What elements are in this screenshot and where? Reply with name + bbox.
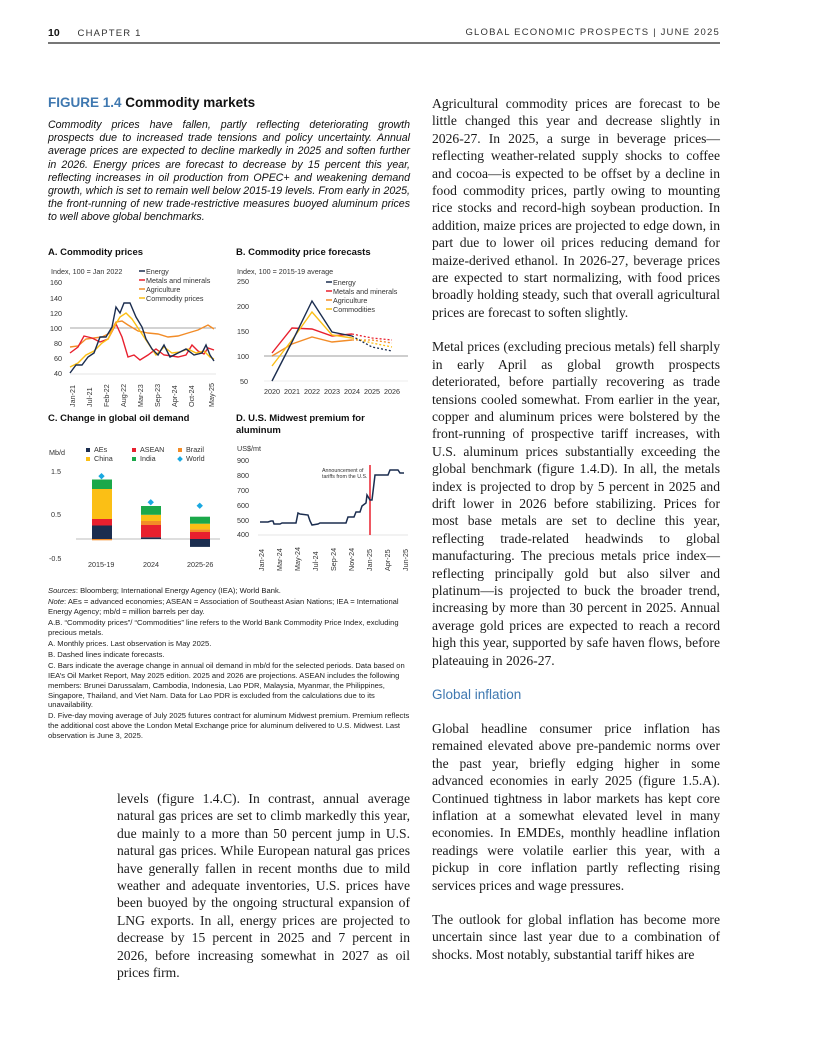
right-column	[432, 95, 720, 980]
panel-b-legend	[326, 278, 398, 314]
svg-text:Mar-23: Mar-23	[136, 384, 145, 407]
panel-c-xticks	[88, 560, 213, 569]
panel-b-ylabel: Index, 100 = 2015-19 average	[237, 267, 334, 276]
svg-text:400: 400	[237, 530, 249, 539]
panel-b-price-forecasts	[236, 247, 416, 397]
svg-text:Nov-24: Nov-24	[347, 547, 356, 571]
svg-text:2024: 2024	[344, 387, 360, 396]
panel-d-annotation: Announcement of	[322, 468, 364, 474]
panel-d-xticks	[257, 547, 410, 571]
svg-text:2025: 2025	[364, 387, 380, 396]
panel-c-oil-demand	[48, 413, 228, 573]
svg-text:250: 250	[237, 277, 249, 286]
note-b: B. Dashed lines indicate forecasts.	[48, 650, 165, 660]
panel-a-xticks	[68, 383, 216, 407]
svg-text:Mar-24: Mar-24	[275, 548, 284, 571]
paragraph-outlook: The outlook for global inflation has become more uncertain since last year due to a combination of shocks. Most notably, substantial tariff hikes are	[432, 912, 720, 962]
svg-text:150: 150	[237, 327, 249, 336]
figure-notes	[48, 586, 413, 742]
svg-text:May-24: May-24	[293, 547, 302, 571]
note-c: C. Bars indicate the average change in annual oil demand in mb/d for the selected periods. Data based on IEA’s Oil Market Report, May 2025 edition. 2025 and 2026 are projections. ASEAN includes the following members: Brunei Darussalam, Cambodia, Indonesia, Lao PDR, Malaysia, Myanmar, the Philippines, Singapore, Thailand, and Viet Nam. Data for Lao PDR is excluded from the calculations due to its unavailability.	[48, 661, 405, 710]
panel-b-yticks	[237, 277, 249, 386]
svg-text:Jun-25: Jun-25	[401, 549, 410, 571]
panel-d-yticks	[237, 456, 249, 539]
panel-c-ylabel: Mb/d	[49, 448, 65, 457]
svg-text:900: 900	[237, 456, 249, 465]
panel-d-chart	[236, 443, 416, 578]
panel-d-aluminum-premium	[236, 413, 416, 578]
svg-text:Apr-24: Apr-24	[170, 385, 179, 407]
svg-text:40: 40	[54, 369, 62, 378]
note-definitions: Note: AEs = advanced economies; ASEAN = Association of Southeast Asian Nations; IEA = International Energy Agency; mb/d = million barrels per day.	[48, 597, 399, 616]
paragraph-metals: Metal prices (excluding precious metals) fell sharply in early April as global growth prospects deteriorated, before partially recovering as trade tensions cooled somewhat. From earlier in the year, copper and aluminum prices were bolstered by the front-running of prospective tariff increases, with U.S. aluminum prices substantially exceeding the global benchmark (figure 1.4.D). In all, the metals index is projected to drop by 5 percent in 2025 and drift lower in 2026 before stabilizing. Prices for most base metals are set to decline this year, reflecting trade-related headwinds to global manufacturing. The precious metals price index—reflecting principally gold but also silver and platinum—is projected to buck the broader trend, increasing by more than 30 percent in 2025. Annual average gold prices are expected to reach a record high this year, supported by safe haven flows, before plateauing in 2026-27.	[432, 339, 720, 668]
svg-text:100: 100	[237, 352, 249, 361]
svg-text:2025-26: 2025-26	[187, 560, 214, 569]
svg-text:Jan-25: Jan-25	[365, 549, 374, 571]
svg-text:Sep-24: Sep-24	[329, 547, 338, 571]
svg-text:120: 120	[50, 309, 62, 318]
svg-text:60: 60	[54, 354, 62, 363]
section-heading-global-inflation: Global inflation	[432, 687, 522, 702]
svg-text:Aug-22: Aug-22	[119, 383, 128, 407]
svg-text:Jul-24: Jul-24	[311, 551, 320, 571]
svg-text:2023: 2023	[324, 387, 340, 396]
chapter-label: CHAPTER 1	[77, 28, 142, 39]
svg-text:Feb-22: Feb-22	[102, 384, 111, 407]
svg-text:2020: 2020	[264, 387, 280, 396]
svg-text:200: 200	[237, 302, 249, 311]
svg-text:Metals and minerals: Metals and minerals	[146, 276, 211, 285]
panel-a-ylabel: Index, 100 = Jan 2022	[51, 267, 123, 276]
svg-text:Jan-21: Jan-21	[68, 385, 77, 407]
panel-c-legend	[86, 445, 205, 463]
panel-a-commodity-prices	[48, 247, 228, 407]
svg-text:Agriculture: Agriculture	[146, 285, 181, 294]
svg-text:Commodity prices: Commodity prices	[146, 294, 204, 303]
svg-text:2026: 2026	[384, 387, 400, 396]
panel-c-title: C. Change in global oil demand	[48, 413, 190, 424]
left-column-text: levels (figure 1.4.C). In contrast, annual average natural gas prices are set to climb markedly this year, due mainly to a more than 50 percent jump in U.S. natural gas prices. While European natural gas prices have generally fallen in recent months due to mild weather and adequate inventories, U.S. prices have been buoyed by the ongoing structural expansion of LNG exports. In all, energy prices are projected to decrease by 15 percent in 2025 and 7 percent in 2026, before increasing somewhat in 2027 as oil prices firm.	[117, 791, 410, 981]
paragraph-inflation: Global headline consumer price inflation has remained elevated above pre-pandemic norms over the past year, briefly edging higher in some advanced economies in early 2025 (figure 1.5.A). Continued tightness in labor markets has kept core inflation at a somewhat elevated level in many economies. In EMDEs, monthly headline inflation readings were volatile earlier this year, with a pickup in core inflation partly reflecting rising services prices and wage pressures.	[432, 721, 720, 893]
figure-title	[48, 95, 410, 110]
page-number: 10	[48, 27, 60, 39]
svg-text:May-25: May-25	[207, 383, 216, 407]
panel-b-agriculture-line	[272, 337, 352, 356]
svg-text:Energy: Energy	[333, 278, 356, 287]
svg-text:160: 160	[50, 278, 62, 287]
svg-text:-0.5: -0.5	[49, 554, 62, 563]
svg-text:Brazil: Brazil	[186, 445, 204, 454]
svg-text:80: 80	[54, 339, 62, 348]
svg-text:2015-19: 2015-19	[88, 560, 115, 569]
svg-text:500: 500	[237, 516, 249, 525]
svg-text:Apr-25: Apr-25	[383, 549, 392, 571]
panel-c-bar-2024	[141, 499, 161, 539]
figure-title-text: Commodity markets	[125, 95, 256, 110]
svg-text:China: China	[94, 454, 113, 463]
svg-text:Metals and minerals: Metals and minerals	[333, 287, 398, 296]
publication-title: GLOBAL ECONOMIC PROSPECTS | JUNE 2025	[465, 27, 720, 38]
svg-text:700: 700	[237, 486, 249, 495]
svg-text:2024: 2024	[143, 560, 159, 569]
panel-a-title: A. Commodity prices	[48, 247, 144, 258]
svg-text:100: 100	[50, 324, 62, 333]
figure-subtitle: Commodity prices have fallen, partly reflecting deteriorating growth prospects due to increased trade tensions and policy uncertainty. Annual average prices are expected to decline markedly in 2025 and soften further in 2026. Energy prices are forecast to decrease by 15 percent this year, reflecting increases in oil production from OPEC+ and weakening demand growth, which is set to remain well below 2015-19 levels. From early in 2025, the front-running of new trade-restrictive measures buoyed aluminum prices to well above global benchmarks.	[48, 119, 410, 224]
svg-text:Oct-24: Oct-24	[187, 385, 196, 407]
panel-c-bar-2025-26	[190, 503, 210, 547]
note-ab: A.B. “Commodity prices”/ “Commodities” line refers to the World Bank Commodity Price Index, excluding precious metals.	[48, 618, 399, 637]
panel-a-legend	[139, 267, 211, 303]
paragraph-agriculture: Agricultural commodity prices are forecast to be little changed this year and decrease slightly in 2026-27. In 2025, a surge in beverage prices—reflecting weather-related supply shocks to coffee and cocoa—is expected to be offset by a decline in food commodity prices, partly owing to mounting rice stocks and record-high soybean production. In addition, maize prices are projected to edge down, in part due to lower oil prices reducing demand for maize-derived ethanol. In 2026-27, beverage prices are expected to start normalizing, with food prices broadly holding steady, such that overall agricultural prices are forecast to soften slightly.	[432, 96, 720, 320]
panel-a-chart	[48, 265, 228, 405]
figure-number: FIGURE 1.4	[48, 95, 122, 110]
panel-c-chart	[48, 437, 228, 577]
svg-text:Energy: Energy	[146, 267, 169, 276]
note-sources: Sources: Bloomberg; International Energy Agency (IEA); World Bank.	[48, 586, 281, 595]
svg-text:1.5: 1.5	[51, 467, 61, 476]
panel-b-title: B. Commodity price forecasts	[236, 247, 371, 258]
svg-text:Jan-24: Jan-24	[257, 549, 266, 571]
figure-header	[48, 95, 410, 225]
svg-text:Jul-21: Jul-21	[85, 387, 94, 407]
panel-d-ylabel: US$/mt	[237, 444, 261, 453]
svg-text:0.5: 0.5	[51, 510, 61, 519]
svg-text:140: 140	[50, 294, 62, 303]
svg-text:tariffs from the U.S.: tariffs from the U.S.	[322, 474, 368, 480]
svg-text:World: World	[186, 454, 205, 463]
panel-c-yticks	[49, 467, 61, 563]
svg-text:AEs: AEs	[94, 445, 108, 454]
running-header	[48, 27, 720, 41]
header-rule	[48, 42, 720, 44]
panel-b-xticks	[264, 387, 400, 396]
svg-text:ASEAN: ASEAN	[140, 445, 165, 454]
svg-text:India: India	[140, 454, 156, 463]
panel-a-yticks	[50, 278, 62, 378]
svg-text:2022: 2022	[304, 387, 320, 396]
panel-b-chart	[236, 265, 416, 395]
note-a: A. Monthly prices. Last observation is May 2025.	[48, 639, 212, 649]
panel-c-bar-2015-19	[92, 473, 112, 540]
note-d: D. Five-day moving average of July 2025 futures contract for aluminum Midwest premium. Premium reflects the additional cost above the London Metal Exchange price for aluminum delivered to U.S. Midwest. Last observation is June 3, 2025.	[48, 711, 410, 740]
svg-text:800: 800	[237, 471, 249, 480]
svg-text:600: 600	[237, 501, 249, 510]
panel-d-title: D. U.S. Midwest premium for aluminum	[236, 413, 365, 436]
svg-text:Agriculture: Agriculture	[333, 296, 368, 305]
svg-text:Sep-23: Sep-23	[153, 383, 162, 407]
svg-text:2021: 2021	[284, 387, 300, 396]
svg-text:50: 50	[240, 377, 248, 386]
svg-text:Commodities: Commodities	[333, 305, 375, 314]
